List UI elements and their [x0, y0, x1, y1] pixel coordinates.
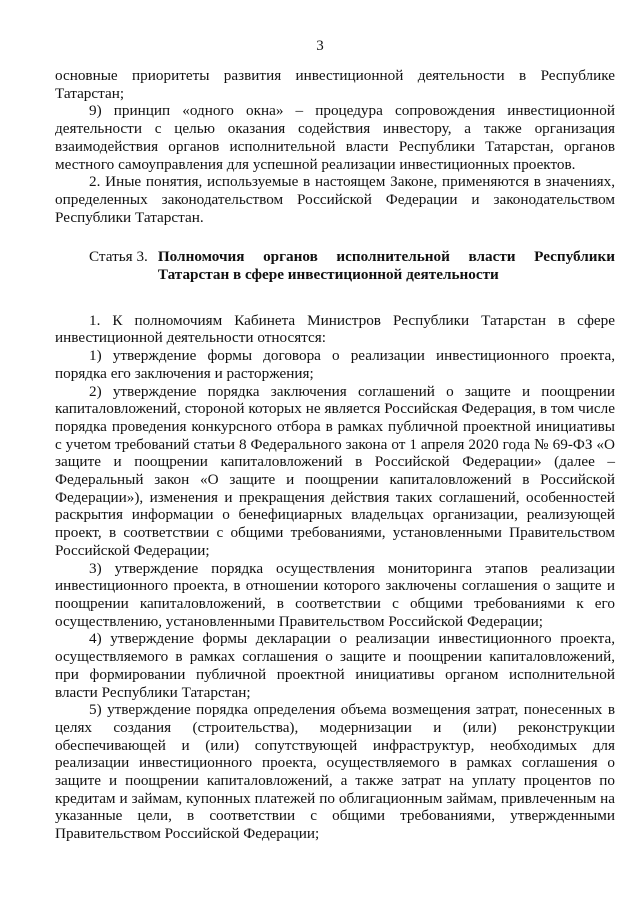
paragraph-item-1: 1) утверждение формы договора о реализации инвестиционного проекта, порядка его заключения и расторжения; [55, 347, 615, 382]
paragraph-item-2: 2) утверждение порядка заключения соглашений о защите и поощрении капиталовложений, стороной которых не является Российская Федерация, в том числе порядка проведения конкурсного отбора в рамках публичной проектной инициативы с учетом требований статьи 8 Федерального закона от 1 апреля 2020 года № 69-ФЗ «О защите и поощрении капиталовложений в Российской Федерации» (далее – Федеральный закон «О защите и поощрении капиталовложений в Российской Федерации»), изменения и прекращения действия таких соглашений, особенностей раскрытия информации о бенефициарных владельцах организации, реализующей проект, в соответствии с общими требованиями, установленными Правительством Российской Федерации; [55, 382, 615, 559]
paragraph-clause-1: 1. К полномочиям Кабинета Министров Республики Татарстан в сфере инвестиционной деятельности относятся: [55, 311, 615, 347]
paragraph-item-5: 5) утверждение порядка определения объема возмещения затрат, понесенных в целях создания (строительства), модернизации и (или) реконструкции обеспечивающей и (или) сопутствующей инфраструктур, необходимых для реализации инвестиционного проекта, осуществляемого в рамках соглашения о защите и поощрении капиталовложений, а также затрат на уплату процентов по кредитам и займам, купонных платежей по облигационным займам, привлеченным на указанные цели, в соответствии с общими требованиями, утвержденными Правительством Российской Федерации; [55, 701, 615, 843]
article-title: Полномочия органов исполнительной власти Республики Татарстан в сфере инвестиционной деятельности [157, 248, 615, 284]
article-heading [55, 248, 615, 283]
article-label: Статья 3. [89, 248, 148, 266]
paragraph-item-4: 4) утверждение формы декларации о реализации инвестиционного проекта, осуществляемого в рамках соглашения о защите и поощрении капиталовложений, при формировании публичной проектной инициативы органом исполнительной власти Республики Татарстан; [55, 630, 615, 701]
paragraph-clause-2: 2. Иные понятия, используемые в настоящем Законе, применяются в значениях, определенных законодательством Российской Федерации и законодательством Республики Татарстан. [55, 173, 615, 226]
paragraph-item-9: 9) принцип «одного окна» – процедура сопровождения инвестиционной деятельности с целью оказания содействия инвестору, а также организация взаимодействия органов исполнительной власти Республики Татарстан, органов местного самоуправления для успешной реализации инвестиционных проектов. [55, 102, 615, 173]
paragraph-continuation: основные приоритеты развития инвестиционной деятельности в Республике Татарстан; [55, 67, 615, 102]
page-number: 3 [316, 38, 324, 54]
document-body [55, 67, 615, 843]
paragraph-item-3: 3) утверждение порядка осуществления мониторинга этапов реализации инвестиционного проекта, в отношении которого заключены соглашения о защите и поощрении капиталовложений, в соответствии с общими требованиями к его осуществлению, установленными Правительством Российской Федерации; [55, 559, 615, 630]
